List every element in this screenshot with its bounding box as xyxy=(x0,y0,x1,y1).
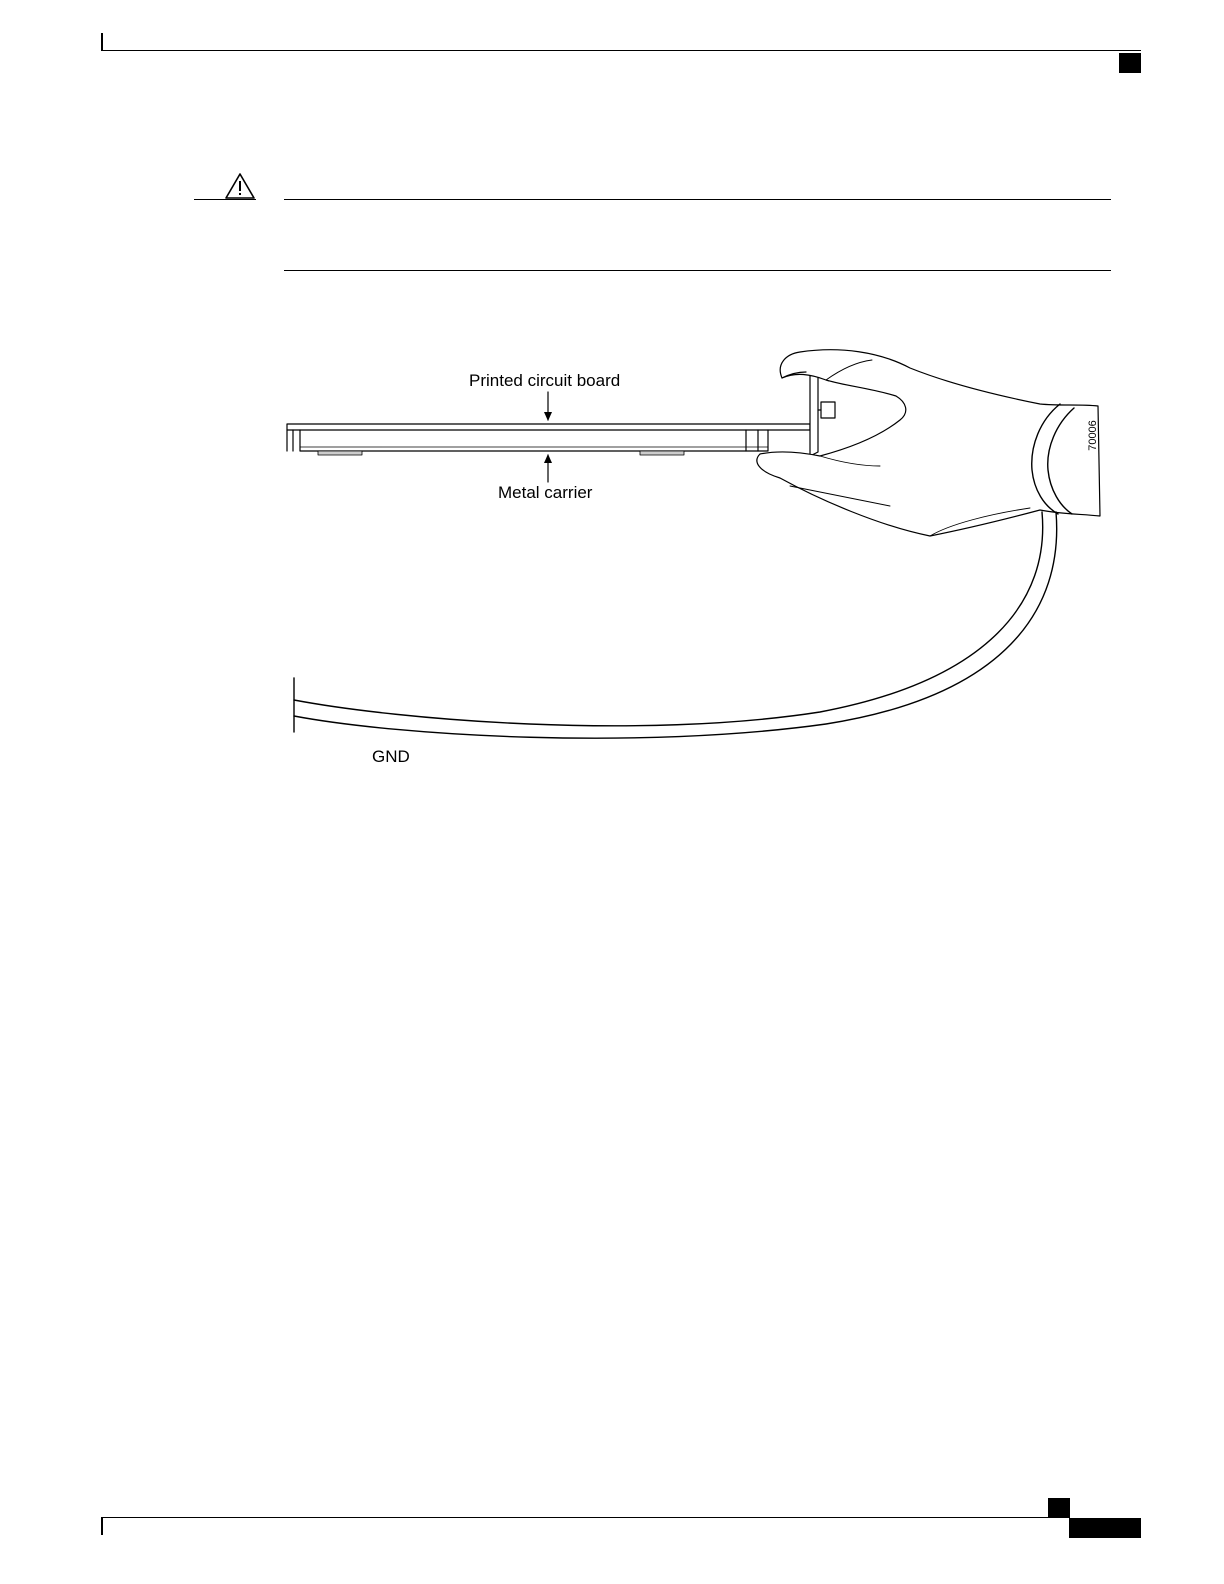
footer-rule xyxy=(101,1517,1067,1518)
hand xyxy=(757,350,1100,536)
ground-cord xyxy=(294,512,1043,726)
metal-carrier-label: Metal carrier xyxy=(498,483,593,502)
pcb-board xyxy=(287,424,810,430)
footer-crop-mark xyxy=(101,1517,103,1535)
pcb-label: Printed circuit board xyxy=(469,371,621,390)
figure-id-label: 70006 xyxy=(1086,420,1099,451)
carrier-foot xyxy=(318,451,362,455)
metal-carrier xyxy=(300,430,768,451)
carrier-foot xyxy=(640,451,684,455)
ground-label: GND xyxy=(372,747,410,766)
footer-square-marker-icon xyxy=(1048,1498,1070,1518)
faceplate xyxy=(810,372,818,456)
faceplate-screw xyxy=(821,402,835,418)
page-tab-icon xyxy=(1069,1518,1141,1538)
